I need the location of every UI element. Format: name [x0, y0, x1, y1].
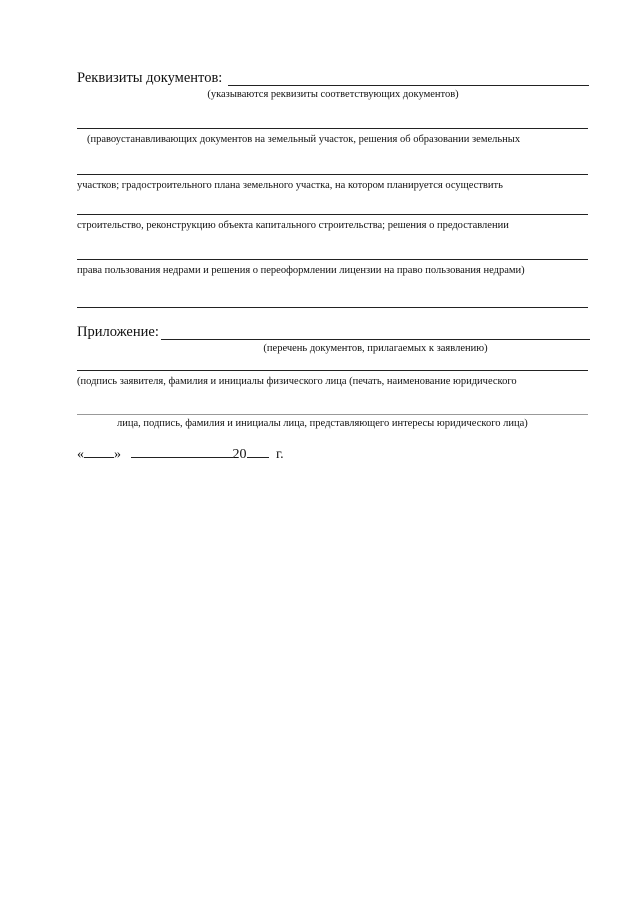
requisites-text-4: права пользования недрами и решения о переоформлении лицензии на право пользования недрами) — [77, 265, 525, 276]
attachment-label: Приложение: — [77, 324, 159, 340]
attachment-hint: (перечень документов, прилагаемых к заявлению) — [263, 343, 488, 354]
requisites-label: Реквизиты документов: — [77, 70, 223, 86]
requisites-line-1 — [77, 128, 588, 129]
requisites-fill-line — [228, 85, 589, 86]
signature-line-1 — [77, 370, 588, 371]
date-close-quote: » — [114, 447, 121, 462]
signature-text-1: (подпись заявителя, фамилия и инициалы физического лица (печать, наименование юридического — [77, 376, 517, 387]
requisites-line-2 — [77, 174, 588, 175]
signature-text-2: лица, подпись, фамилия и инициалы лица, представляющего интересы юридического лица) — [117, 418, 528, 429]
requisites-line-4 — [77, 259, 588, 260]
date-month-blank — [131, 445, 233, 458]
requisites-text-1: (правоустанавливающих документов на земельный участок, решения об образовании земельных — [87, 134, 521, 145]
requisites-hint: (указываются реквизиты соответствующих документов) — [207, 89, 459, 100]
date-row — [77, 445, 284, 463]
date-year-prefix: 20 — [232, 447, 247, 462]
requisites-line-3 — [77, 214, 588, 215]
date-open-quote: « — [77, 447, 84, 462]
signature-line-2 — [77, 414, 588, 415]
date-year-suffix: г. — [276, 447, 284, 462]
requisites-text-2: участков; градостроительного плана земельного участка, на котором планируется осуществить — [77, 180, 503, 191]
date-day-blank — [84, 445, 114, 458]
attachment-fill-line — [161, 339, 590, 340]
requisites-line-5 — [77, 307, 588, 308]
requisites-text-3: строительство, реконструкцию объекта капитального строительства; решения о предоставлении — [77, 220, 509, 231]
date-year-blank — [247, 445, 269, 458]
